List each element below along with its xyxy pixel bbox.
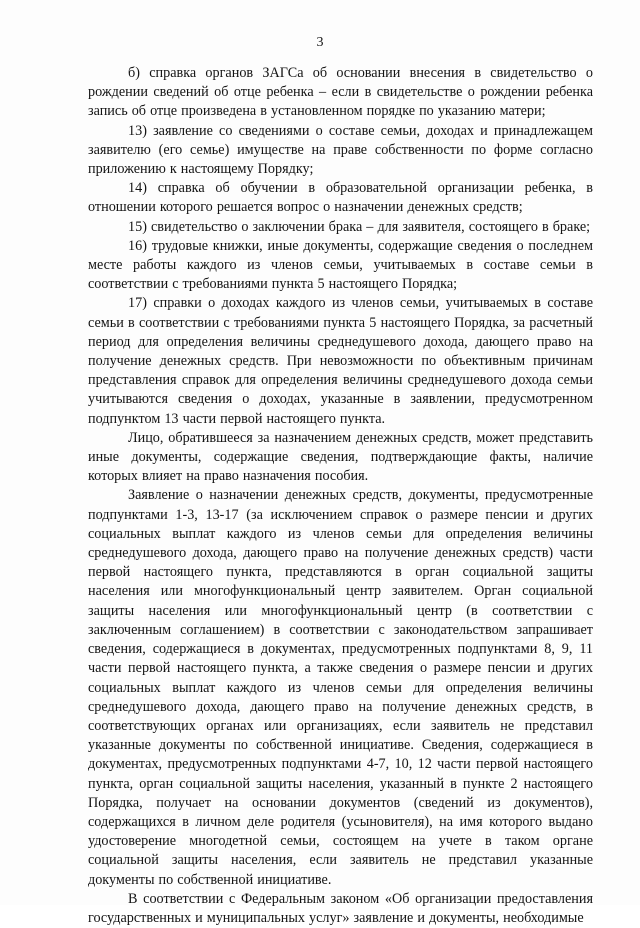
paragraph-6b: б) справка органов ЗАГСа об основании внесения в свидетельство о рождении сведений об отце ребенка – если в свидетельстве о рождении ребенка запись об отце произведена в установленном порядке по указанию матери; [88, 65, 593, 120]
paragraph-14: 14) справка об обучении в образовательной организации ребенка, в отношении которого решается вопрос о назначении денежных средств; [88, 180, 593, 216]
paragraph-other-documents: Лицо, обратившееся за назначением денежных средств, может представить иные документы, содержащие сведения, подтверждающие факты, наличие которых влияет на право назначения пособия. [88, 429, 593, 485]
document-body [88, 64, 593, 928]
paragraph-16: 16) трудовые книжки, иные документы, содержащие сведения о последнем месте работы каждого из членов семьи, учитываемых в составе семьи в соответствии с требованиями пункта 5 настоящего Порядка; [88, 237, 593, 293]
paragraph-17: 17) справки о доходах каждого из членов семьи, учитываемых в составе семьи в соответствии с требованиями пункта 5 настоящего Порядка, за расчетный период для определения величины среднедушевого дохода, дающего право на получение денежных средств. При невозможности по объективным причинам представления справок для определения величины среднедушевого дохода семьи учитываются сведения о доходах, указанные в заявлении, предусмотренном подпунктом 13 части первой настоящего пункта. [88, 295, 593, 427]
paragraph-federal-law: В соответствии с Федеральным законом «Об организации предоставления государственных и муниципальных услуг» заявление и документы, необходимые [88, 890, 593, 926]
paragraph-13: 13) заявление со сведениями о составе семьи, доходах и принадлежащем заявителю (его семье) имуществе на праве собственности по форме согласно приложению к настоящему Порядку; [88, 122, 593, 178]
paragraph-application-submission: Заявление о назначении денежных средств, документы, предусмотренные подпунктами 1-3, 13-17 (за исключением справок о размере пенсии и других социальных выплат каждого из членов семьи для определения величины среднедушевого дохода, дающего право на получение денежных средств) части первой настоящего пункта, представляются в орган социальной защиты населения или многофункциональный центр заявителем. Орган социальной защиты населения или многофункциональный центр (в соответствии с заключенным соглашением) в соответствии с законодательством запрашивает сведения, содержащиеся в документах, предусмотренных подпунктами 8, 9, 11 части первой настоящего пункта, а также сведения о размере пенсии и других социальных выплат каждого из членов семьи для определения величины среднедушевого дохода, дающего право на получение денежных средств, в соответствующих органах или организациях, если заявитель не представил указанные документы по собственной инициативе. Сведения, содержащиеся в документах, предусмотренных подпунктами 4-7, 10, 12 части первой настоящего пункта, орган социальной защиты населения, указанный в пункте 2 настоящего Порядка, получает на основании документов (сведений из документов), содержащихся в личном деле родителя (усыновителя), на имя которого выдано удостоверение многодетной семьи, состоящем на учете в таком органе социальной защиты населения, если заявитель не представил указанные документы по собственной инициативе. [88, 487, 593, 888]
page-number: 3 [316, 35, 324, 50]
paragraph-15: 15) свидетельство о заключении брака – для заявителя, состоящего в браке; [128, 218, 591, 235]
